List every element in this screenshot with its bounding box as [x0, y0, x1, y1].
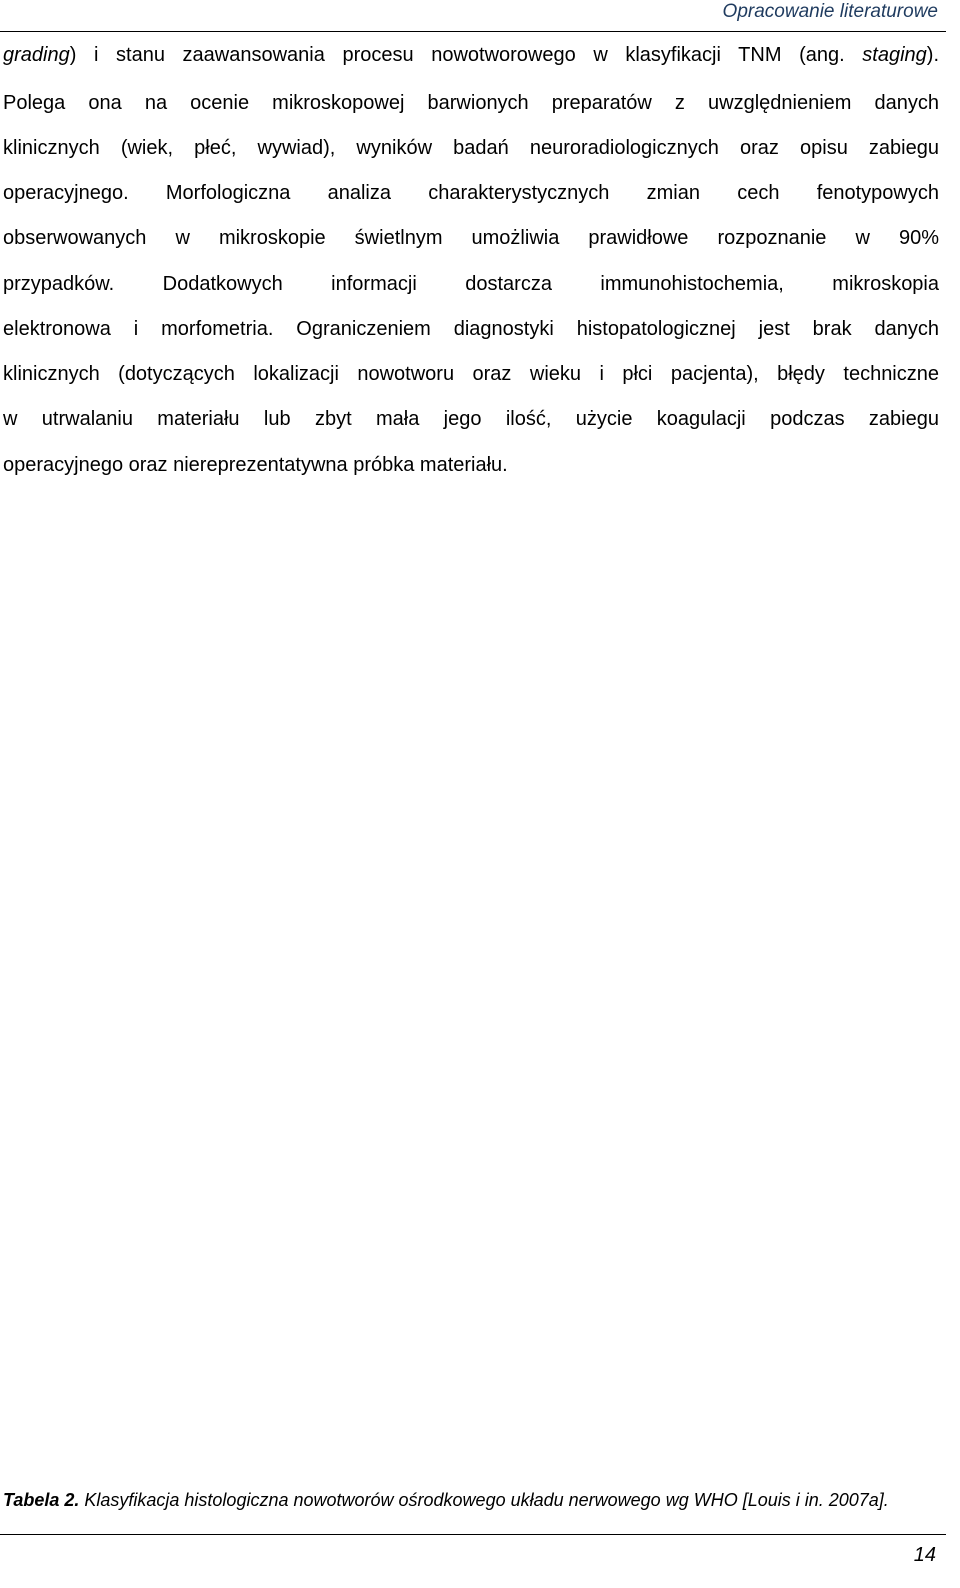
body-line-3: klinicznych (wiek, płeć, wywiad), wyników badań neuroradiologicznych oraz opisu zabiegu [3, 137, 939, 159]
body-line-8: klinicznych (dotyczących lokalizacji nowotworu oraz wieku i płci pacjenta), błędy techniczne [3, 363, 939, 385]
caption-label: Tabela 2. [3, 1490, 80, 1510]
body-line-9: w utrwalaniu materiału lub zbyt mała jego ilość, użycie koagulacji podczas zabiegu [3, 408, 939, 430]
body-line-1 [3, 43, 939, 67]
caption-text: Klasyfikacja histologiczna nowotworów ośrodkowego układu nerwowego wg WHO [Louis i in. 2007a]. [79, 1490, 889, 1510]
header-divider [0, 31, 946, 32]
term-grading: grading [3, 44, 70, 66]
body-line-4: operacyjnego. Morfologiczna analiza charakterystycznych zmian cech fenotypowych [3, 182, 939, 204]
running-header: Opracowanie literaturowe [722, 1, 938, 22]
term-staging: staging [862, 44, 927, 66]
body-line-5: obserwowanych w mikroskopie świetlnym umożliwia prawidłowe rozpoznanie w 90% [3, 227, 939, 249]
body-line-10: operacyjnego oraz niereprezentatywna próbka materiału. [3, 454, 508, 476]
body-line-6: przypadków. Dodatkowych informacji dostarcza immunohistochemia, mikroskopia [3, 273, 939, 295]
table-caption [3, 1489, 889, 1511]
footer-divider [0, 1534, 946, 1535]
page-number: 14 [913, 1544, 936, 1566]
body-line-2: Polega ona na ocenie mikroskopowej barwionych preparatów z uwzględnieniem danych [3, 92, 939, 114]
body-line-1-text: ) i stanu zaawansowania procesu nowotworowego w klasyfikacji TNM (ang. [69, 44, 863, 66]
body-line-1-end: ). [926, 44, 939, 66]
body-line-7: elektronowa i morfometria. Ograniczeniem diagnostyki histopatologicznej jest brak danych [3, 318, 939, 340]
